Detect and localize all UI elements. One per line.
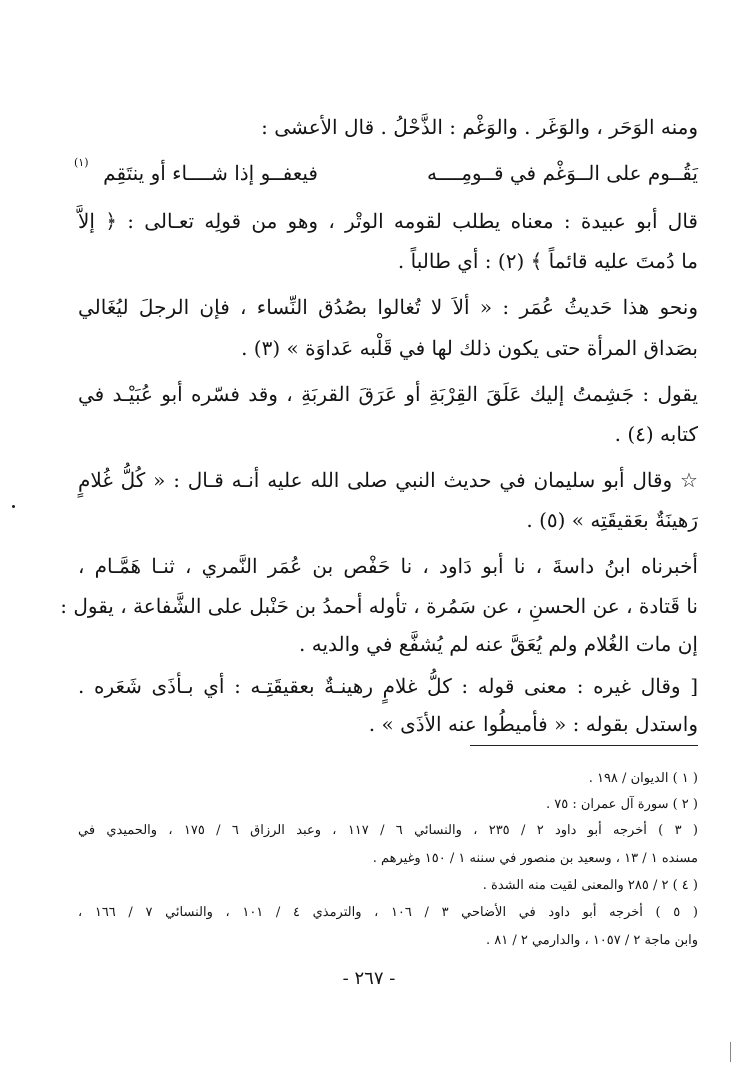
footnote-4: ( ٤ ) ٢ / ٢٨٥ والمعنى لقيت منه الشدة . (482, 878, 698, 893)
paragraph-1-line-1: ومنه الوَحَر ، والوَغَر . والوَغْم : الذَّحْلُ . قال الأعشى : (261, 115, 698, 139)
verse-footnote-ref: (١) (74, 156, 89, 169)
footnote-5-line-2: وابن ماجة ٢ / ١٠٥٧ ، والدارمي ٢ / ٨١ . (485, 933, 698, 948)
verse-first-hemistich: يَقُــوم على الــوَغْم في قــومِــــه (427, 161, 698, 185)
footnote-3-line-1: ( ٣ ) أخرجه أبو داود ٢ / ٢٣٥ ، والنسائي ٦ / ١١٧ ، وعبد الرزاق ٦ / ١٧٥ ، والحميدي في (78, 823, 698, 838)
paragraph-5-line-2: رَهينَةٌ بعَقيقَتِه » (٥) . (526, 508, 698, 532)
paragraph-6-line-1: أخبرناه ابنُ داسةَ ، نا أبو دَاود ، نا حَفْص بن عُمَر النَّمري ، ثنـا هَمَّـام ، (78, 554, 698, 578)
page-number: - ٢٦٧ - (342, 968, 396, 989)
footnote-separator (470, 745, 698, 746)
paragraph-5-line-1: ☆ وقال أبو سليمان في حديث النبي صلى الله عليه أنـه قـال : « كُلُّ غُلامٍ (78, 468, 698, 492)
paragraph-3-line-1: ونحو هذا حَديثُ عُمَر : « ألاَ لا تُغالوا بصُدُق النِّساء ، فإن الرجلَ ليُغَالي (78, 295, 698, 319)
paragraph-4-line-2: كتابه (٤) . (614, 422, 698, 446)
paragraph-3-line-2: بصَداق المرأة حتى يكون ذلك لها في قَلْبه عَداوَة » (٣) . (241, 336, 698, 360)
footnote-3-line-2: مسنده ١ / ١٣ ، وسعيد بن منصور في سننه ١ / ١٥٠ وغيرهم . (372, 851, 698, 866)
verse-second-hemistich: فيعفــو إذا شــــاء أو ينتَقِم (103, 161, 318, 185)
paragraph-6-line-3: إن مات الغُلام ولم يُعَقَّ عنه لم يُشفَّع في والديه . (299, 632, 698, 656)
edge-mark (730, 1042, 731, 1062)
footnote-5-line-1: ( ٥ ) أخرجه أبو داود في الأضاحي ٣ / ١٠٦ ، والترمذي ٤ / ١٠١ ، والنسائي ٧ / ١٦٦ ، (78, 905, 698, 920)
margin-dot (12, 505, 15, 508)
paragraph-7-line-1: [ وقال غيره : معنى قوله : كلُّ غلامٍ رهينـةٌ بعقيقَتِـه : أي بـأذَى شَعَره . (78, 674, 698, 698)
paragraph-2-line-1: قال أبو عبيدة : معناه يطلب لقومه الوتْر ، وهو من قولِه تعـالى : ﴿ إلاَّ (78, 209, 698, 233)
paragraph-4-line-1: يقول : جَشِمتُ إليك عَلَقَ القِرْبَةِ أو عَرَقَ القربَةِ ، وقد فسّره أبو عُبَيْـد في (78, 382, 698, 406)
footnote-1: ( ١ ) الديوان / ١٩٨ . (588, 771, 698, 786)
paragraph-7-line-2: واستدل بقوله : « فأميطُوا عنه الأذَى » . (368, 712, 698, 736)
verse (74, 156, 698, 189)
footnote-2: ( ٢ ) سورة آل عمران : ٧٥ . (545, 797, 698, 812)
paragraph-6-line-2: نا قَتادة ، عن الحسنِ ، عن سَمُرة ، تأوله أحمدُ بن حَنْبل على الشَّفاعة ، يقول : (60, 594, 698, 618)
paragraph-2-line-2: ما دُمتَ عليه قائماً ﴾ (٢) : أي طالباً . (397, 249, 698, 273)
